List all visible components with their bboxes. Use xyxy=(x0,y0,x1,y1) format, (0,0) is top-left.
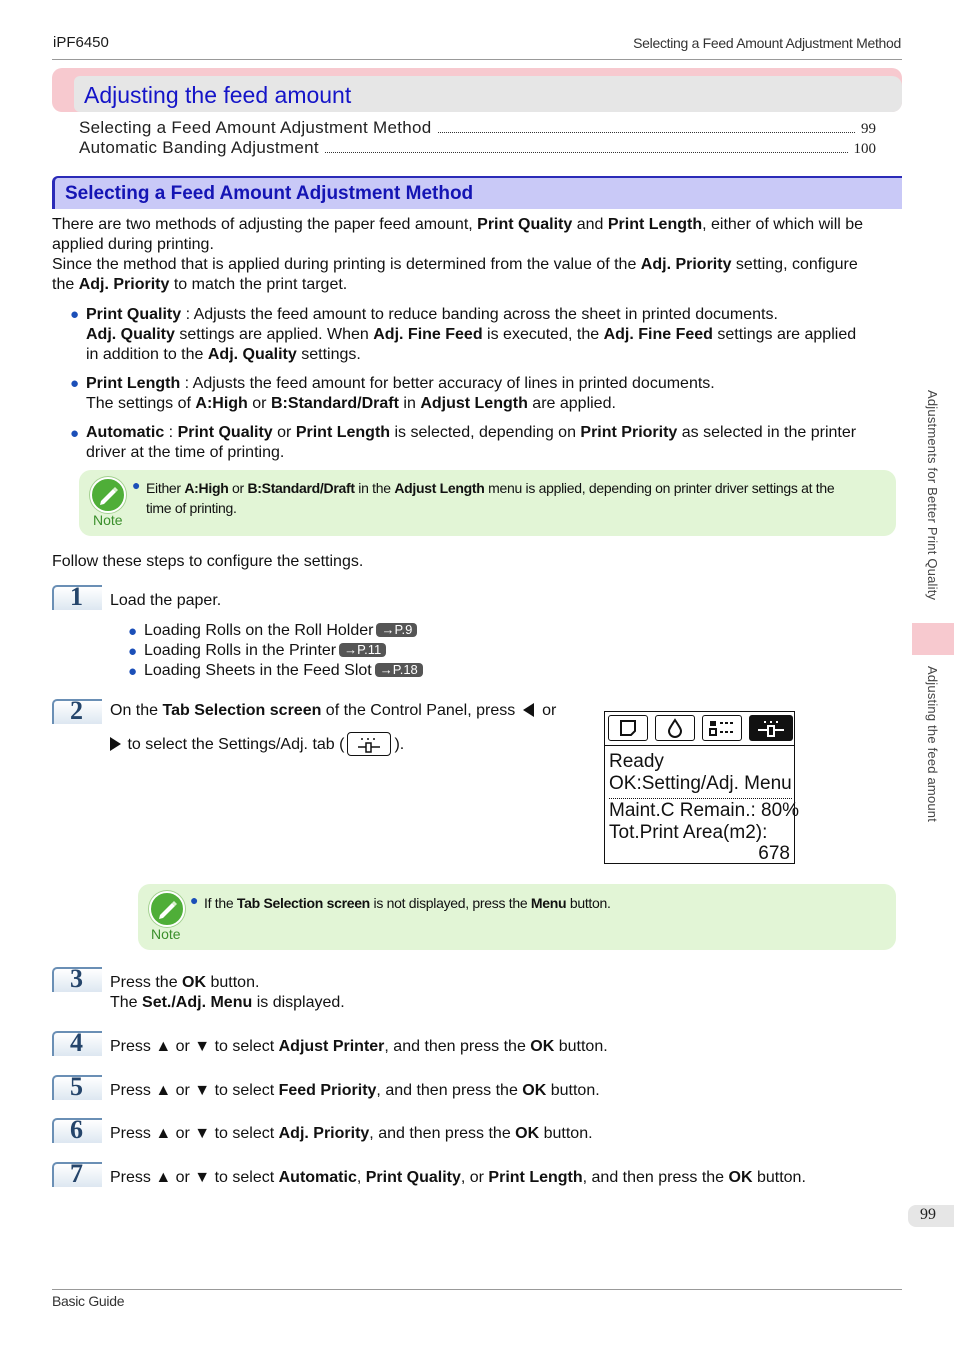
follow-steps-text: Follow these steps to configure the settings. xyxy=(52,553,364,570)
footer-divider xyxy=(52,1289,902,1290)
toc-entry-page[interactable]: 99 xyxy=(861,121,876,137)
link-loading-rolls-roll-holder[interactable]: Loading Rolls on the Roll Holder →P.9 xyxy=(144,621,417,641)
bullet-dot: ● xyxy=(132,477,141,493)
note-label: Note xyxy=(151,926,181,942)
step-number-badge: 1 xyxy=(52,585,102,610)
bullet-dot: ● xyxy=(70,306,80,323)
step-5-text: Press ▲ or ▼ to select Feed Priority, and then press the OK button. xyxy=(110,1082,600,1099)
step-3-text: Press the OK button. The Set./Adj. Menu is displayed. xyxy=(110,974,345,1011)
bullet-dot: ● xyxy=(190,892,199,908)
page-ref-link[interactable]: →P.9 xyxy=(376,623,417,637)
bullet-print-length: Print Length : Adjusts the feed amount for better accuracy of lines in printed documents. The settings of A:High or B:Standard/Draft in Adjust Length are applied. xyxy=(86,375,715,412)
step-2-text: On the Tab Selection screen of the Control Panel, press or xyxy=(110,702,557,719)
toc-entry[interactable] xyxy=(79,138,876,158)
lcd-status: Ready xyxy=(609,751,664,772)
chapter-title: Adjusting the feed amount xyxy=(84,82,352,108)
toc-leader-dots xyxy=(438,120,855,133)
note-text: Either A:High or B:Standard/Draft in the Adjust Length menu is applied, depending on printer driver settings at the time of printing. xyxy=(146,480,835,516)
step-1-text: Load the paper. xyxy=(110,592,222,609)
bullet-dot: ● xyxy=(128,623,138,640)
bullet-dot: ● xyxy=(70,425,80,442)
right-arrow-icon xyxy=(110,737,121,751)
header-model: iPF6450 xyxy=(53,34,109,51)
bullet-dot: ● xyxy=(70,375,80,392)
toc-entry-label[interactable]: Automatic Banding Adjustment xyxy=(79,138,319,157)
note-text: If the Tab Selection screen is not displayed, press the Menu button. xyxy=(204,895,611,911)
settings-adj-icon xyxy=(749,715,793,741)
job-list-icon xyxy=(702,715,742,741)
step-7-text: Press ▲ or ▼ to select Automatic, Print Quality, or Print Length, and then press the OK button. xyxy=(110,1169,806,1186)
toc-entry-label[interactable]: Selecting a Feed Amount Adjustment Method xyxy=(79,118,432,137)
sidebar-current-marker xyxy=(912,623,954,655)
header-divider xyxy=(52,59,902,60)
bullet-dot: ● xyxy=(128,643,138,660)
settings-adj-tab-icon xyxy=(347,732,391,756)
left-arrow-icon xyxy=(523,703,534,717)
footer-guide-name: Basic Guide xyxy=(52,1293,125,1309)
step-number-badge: 5 xyxy=(52,1075,102,1100)
lcd-total-area-value: 678 xyxy=(758,843,790,864)
step-number-badge: 7 xyxy=(52,1162,102,1187)
sidebar-chapter-link[interactable]: Adjustments for Better Print Quality xyxy=(925,390,940,601)
lcd-hint: OK:Setting/Adj. Menu xyxy=(609,773,792,794)
lcd-maint-remain: Maint.C Remain.: 80% xyxy=(609,800,800,821)
toc-leader-dots xyxy=(325,140,848,153)
step-4-text: Press ▲ or ▼ to select Adjust Printer, and then press the OK button. xyxy=(110,1038,608,1055)
bullet-automatic: Automatic : Print Quality or Print Length is selected, depending on Print Priority as selected in the printer driver at the time of printing. xyxy=(86,424,857,461)
paper-icon xyxy=(608,715,648,741)
step-number-badge: 4 xyxy=(52,1031,102,1056)
step-6-text: Press ▲ or ▼ to select Adj. Priority, and then press the OK button. xyxy=(110,1125,593,1142)
note-pencil-icon xyxy=(90,477,126,513)
note-pencil-icon xyxy=(149,891,185,927)
lcd-divider xyxy=(605,745,794,746)
bullet-print-quality: Print Quality : Adjusts the feed amount to reduce banding across the sheet in printed documents. Adj. Quality settings are applied. When Adj. Fine Feed is executed, the Adj. Fine Feed settings are applied in addition to the Adj. Quality settings. xyxy=(86,306,857,363)
control-panel-display xyxy=(604,711,800,864)
intro-paragraph-1: There are two methods of adjusting the paper feed amount, Print Quality and Print Length, either of which will be applied during printing. Since the method that is applied during printing is determined from the value of the Adj. Priority setting, configure the Adj. Priority to match the print target. xyxy=(52,216,864,293)
lcd-total-area-label: Tot.Print Area(m2): xyxy=(609,822,768,843)
page-number: 99 xyxy=(920,1206,936,1223)
toc-entry-page[interactable]: 100 xyxy=(853,141,876,157)
lcd-dotted-divider xyxy=(609,798,792,799)
section-title: Selecting a Feed Amount Adjustment Method xyxy=(65,183,474,204)
header-section: Selecting a Feed Amount Adjustment Method xyxy=(633,35,901,51)
toc-entry[interactable] xyxy=(79,118,876,138)
sidebar-section-link[interactable]: Adjusting the feed amount xyxy=(925,666,940,823)
page-ref-link[interactable]: →P.11 xyxy=(339,643,386,657)
note-label: Note xyxy=(93,512,123,528)
step-number-badge: 2 xyxy=(52,699,102,724)
step-2-text-line2: to select the Settings/Adj. tab ( ). xyxy=(110,732,590,756)
ink-drop-icon xyxy=(655,715,695,741)
link-loading-rolls-printer[interactable]: Loading Rolls in the Printer →P.11 xyxy=(144,641,386,661)
bullet-dot: ● xyxy=(128,663,138,680)
page-ref-link[interactable]: →P.18 xyxy=(375,663,423,677)
step-number-badge: 6 xyxy=(52,1118,102,1143)
link-loading-sheets-feed-slot[interactable]: Loading Sheets in the Feed Slot →P.18 xyxy=(144,661,423,681)
step-number-badge: 3 xyxy=(52,967,102,992)
